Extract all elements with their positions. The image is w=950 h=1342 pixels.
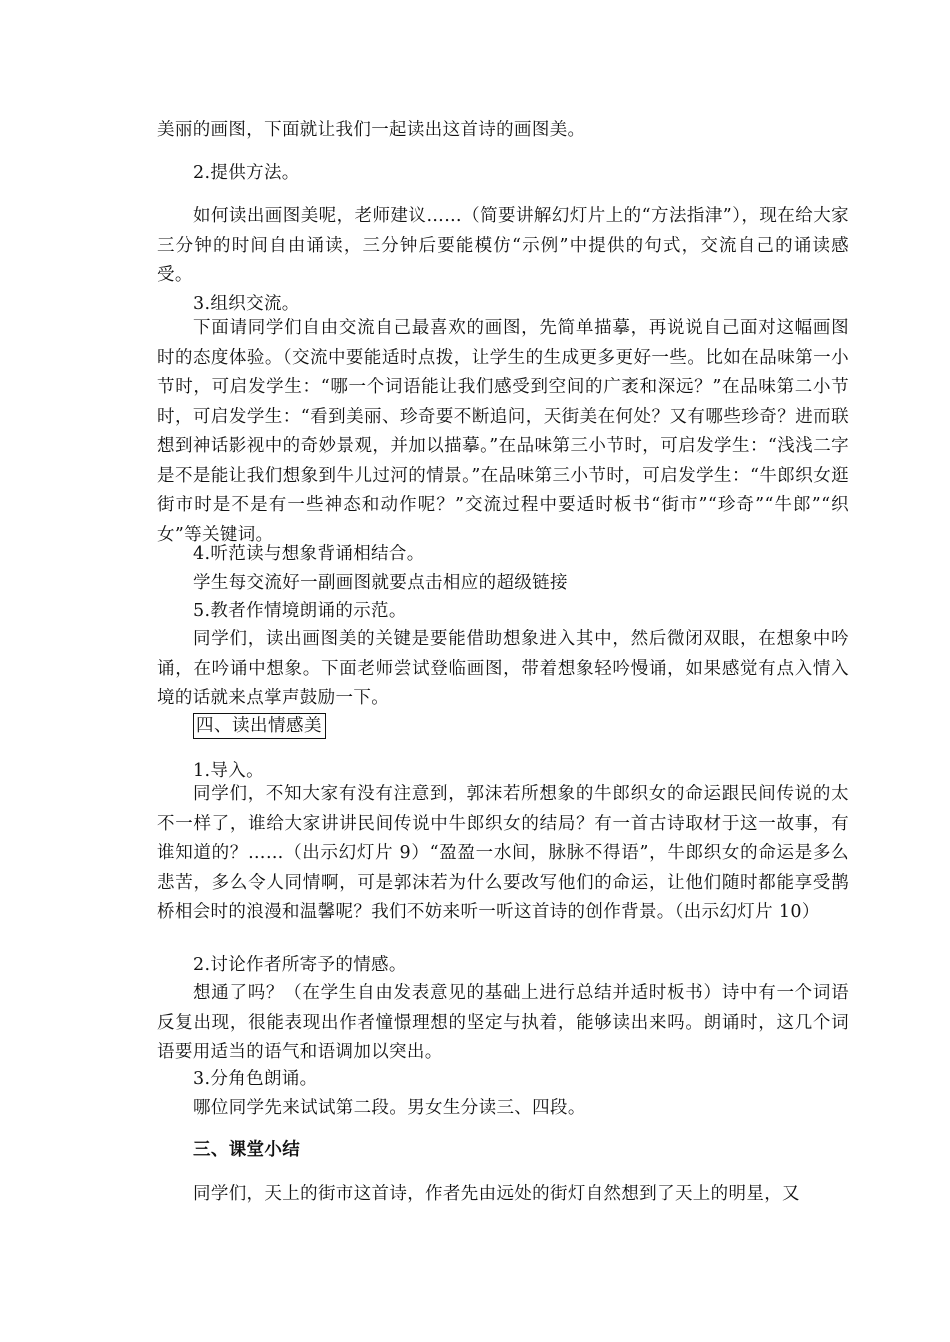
summary-heading: 三、课堂小结 — [193, 1140, 301, 1160]
step-3-title: 3.组织交流。 — [193, 294, 300, 314]
s4-step-3-body: 哪位同学先来试试第二段。男女生分读三、四段。 — [193, 1098, 586, 1118]
step-2-title: 2.提供方法。 — [193, 163, 300, 183]
step-3-body: 下面请同学们自由交流自己最喜欢的画图，先简单描摹，再说说自己面对这幅画图时的态度体验。（交流中要能适时点拨，让学生的生成更多更好一些。比如在品味第一小节时，可启发学生：“哪一个词语能让我们感受到空间的广袤和深远？”在品味第二小节时，可启发学生：“看到美丽、珍奇要不断追问，天街美在何处？又有哪些珍奇？进而联想到神话影视中的奇妙景观，并加以描摹。”在品味第三小节时，可启发学生：“浅浅二字是不是能让我们想象到牛儿过河的情景。”在品味第三小节时，可启发学生：“牛郎织女逛街市时是不是有一些神态和动作呢？”交流过程中要适时板书“街市”“珍奇”“牛郎”“织女”等关键词。 — [157, 318, 849, 545]
summary-body: 同学们，天上的街市这首诗，作者先由远处的街灯自然想到了天上的明星，又 — [193, 1184, 800, 1204]
intro-continuation-paragraph: 美丽的画图，下面就让我们一起读出这首诗的画图美。 — [157, 120, 586, 140]
s4-step-1-body: 同学们，不知大家有没有注意到，郭沫若所想象的牛郎织女的命运跟民间传说的太不一样了，谁给大家讲讲民间传说中牛郎织女的结局？有一首古诗取材于这一故事，有谁知道的？……（出示幻灯片 9）“盈盈一水间，脉脉不得语”，牛郎织女的命运是多么悲苦，多么令人同情啊，可是郭沫若为什么要改写他们的命运，让他们随时都能享受鹊桥相会时的浪漫和温馨呢？我们不妨来听一听这首诗的创作背景。（出示幻灯片 10） — [157, 784, 849, 922]
s4-step-1-title: 1.导入。 — [193, 761, 264, 781]
section-4-heading-wrapper — [193, 712, 326, 742]
s4-step-2-body: 想通了吗？（在学生自由发表意见的基础上进行总结并适时板书）诗中有一个词语反复出现，很能表现出作者憧憬理想的坚定与执着，能够读出来吗。朗诵时，这几个词语要用适当的语气和语调加以突出。 — [157, 983, 849, 1062]
s4-step-3-title: 3.分角色朗诵。 — [193, 1069, 318, 1089]
step-4-title: 4.听范读与想象背诵相结合。 — [193, 544, 425, 564]
step-5-title: 5.教者作情境朗诵的示范。 — [193, 601, 407, 621]
step-4-body: 学生每交流好一副画图就要点击相应的超级链接 — [193, 573, 568, 593]
section-4-heading: 四、读出情感美 — [193, 713, 326, 739]
step-2-body: 如何读出画图美呢，老师建议……（简要讲解幻灯片上的“方法指津”），现在给大家三分钟的时间自由诵读，三分钟后要能模仿“示例”中提供的句式，交流自己的诵读感受。 — [157, 206, 849, 285]
step-5-body: 同学们，读出画图美的关键是要能借助想象进入其中，然后微闭双眼，在想象中吟诵，在吟诵中想象。下面老师尝试登临画图，带着想象轻吟慢诵，如果感觉有点入情入境的话就来点掌声鼓励一下。 — [157, 629, 849, 708]
s4-step-2-title: 2.讨论作者所寄予的情感。 — [193, 955, 407, 975]
